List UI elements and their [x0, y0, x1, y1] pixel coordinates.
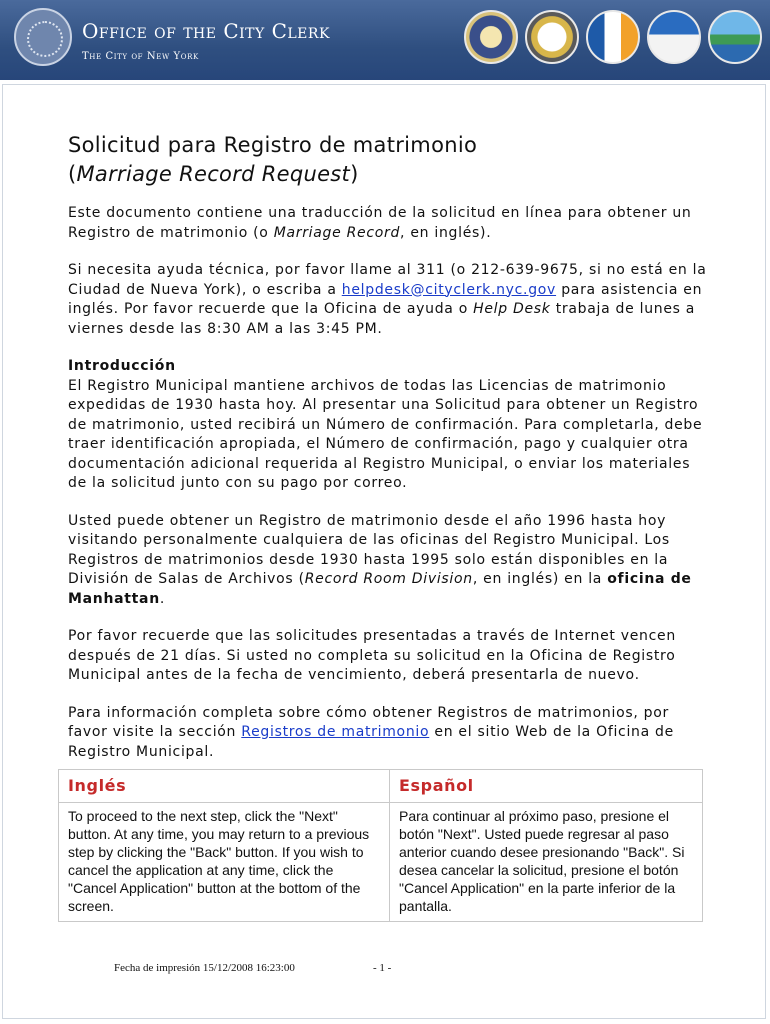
title-line-1: Solicitud para Registro de matrimonio	[68, 133, 478, 157]
title-line-2	[68, 160, 708, 189]
paragraph-availability	[68, 512, 708, 610]
table-row	[59, 803, 703, 922]
document-title	[68, 131, 708, 189]
helpdesk-email-link[interactable]: helpdesk@cityclerk.nyc.gov	[341, 281, 557, 298]
column-header-english: Inglés	[59, 770, 390, 803]
site-title[interactable]: Office of the City Clerk	[82, 19, 330, 43]
document-body	[68, 204, 708, 762]
p6-text-b: en el sitio Web de la Oficina de Registro Municipal.	[68, 724, 674, 760]
seal-icon-4	[647, 10, 701, 64]
seal-row	[464, 10, 762, 64]
seal-icon-2	[525, 10, 579, 64]
seal-icon-3	[586, 10, 640, 64]
paragraph-expiry: Por favor recuerde que las solicitudes presentadas a través de Internet vencen después de 21 días. Si usted no completa su solicitud en la Oficina de Registro Municipal antes de la fecha de vencimiento, deberá presentarla de nuevo.	[68, 628, 676, 683]
table-header-row	[59, 770, 703, 803]
p4-text-a: Usted puede obtener un Registro de matrimonio desde el año 1996 hasta hoy visitando personalmente cualquiera de las oficinas del Registro Municipal. Los Registros de matrimonios desde 1930 hasta 1995 solo están disponibles en la División de Salas de Archivos (	[68, 512, 670, 587]
title-paren-close: )	[350, 162, 359, 186]
intro-heading: Introducción	[68, 358, 176, 374]
p4-bold: oficina de Manhattan	[68, 571, 692, 607]
table-cell-spanish: Para continuar al próximo paso, presione el botón "Next". Usted puede regresar al paso anterior cuando desee presionando "Back". Si desea cancelar la solicitud, presione el botón "Cancel Application" en la parte inferior de la pantalla.	[390, 803, 703, 922]
site-subtitle: The City of New York	[82, 51, 199, 62]
p1-italic: Marriage Record	[273, 224, 401, 241]
p6-text-a: Para información completa sobre cómo obtener Registros de matrimonios, por favor visite la sección	[68, 704, 669, 740]
p4-italic: Record Room Division	[304, 571, 473, 587]
p4-text-b: , en inglés) en la	[472, 571, 608, 587]
site-header	[0, 0, 770, 80]
p1-text-a: Este documento contiene una traducción de la solicitud en línea para obtener un Registro de matrimonio (o	[68, 205, 692, 241]
p1-text-b: , en inglés).	[400, 224, 492, 241]
column-header-spanish: Español	[390, 770, 703, 803]
p2-text-a: Si necesita ayuda técnica, por favor llame al 311 (o 212-639-9675, si no está en la Ciudad de Nueva York), o escriba a	[68, 262, 707, 298]
p2-italic: Help Desk	[473, 301, 551, 317]
paragraph-help	[68, 261, 708, 339]
paragraph-intro	[68, 204, 708, 243]
city-clerk-seal-icon	[14, 8, 72, 66]
p4-text-c: .	[159, 590, 166, 607]
table-cell-english: To proceed to the next step, click the "Next" button. At any time, you may return to a previous step by clicking the "Back" button. If you wish to cancel the application at any time, click the "Cancel Application" button at the bottom of the screen.	[59, 803, 390, 922]
bilingual-table	[58, 769, 703, 922]
title-english: Marriage Record Request	[76, 162, 351, 186]
title-paren-open: (	[68, 162, 77, 186]
p2-text-c: trabaja de lunes a viernes desde las 8:30 AM a las 3:45 PM.	[68, 301, 696, 337]
intro-body: El Registro Municipal mantiene archivos de todas las Licencias de matrimonio expedidas de 1930 hasta hoy. Al presentar una Solicitud para obtener un Registro de matrimonio, usted recibirá un Número de confirmación. Para completarla, debe traer identificación apropiada, el Número de confirmación, pago y cualquier otra documentación adicional requerida al Registro Municipal, o enviar los materiales de la solicitud junto con su pago por correo.	[68, 377, 703, 491]
page-number: - 1 -	[373, 962, 392, 974]
p2-text-b: para asistencia en inglés. Por favor recuerde que la Oficina de ayuda o	[68, 281, 703, 317]
paragraph-more-info	[68, 704, 708, 763]
print-date: Fecha de impresión 15/12/2008 16:23:00	[114, 962, 295, 974]
marriage-records-link[interactable]: Registros de matrimonio	[241, 724, 430, 740]
seal-icon-1	[464, 10, 518, 64]
seal-icon-5	[708, 10, 762, 64]
